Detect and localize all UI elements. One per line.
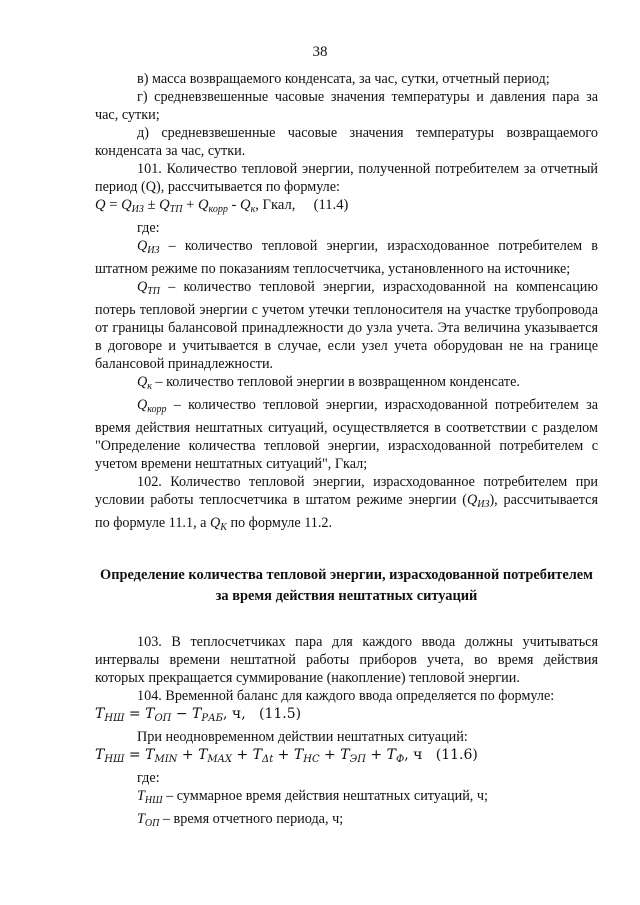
paragraph-104: 104. Временной баланс для каждого ввода определяется по формуле: bbox=[137, 688, 555, 704]
def-q-korr: $Q_{корр}$ – количество тепловой энергии, израсходованной потребителем за время действия нештатных ситуаций, осуществляется в соответствии с разделом "Определение количества тепловой энергии, израсходованной потребителем с учетом времени нештатных ситуаций", Гкал; bbox=[95, 397, 598, 472]
list-item-v: в) масса возвращаемого конденсата, за час, сутки, отчетный период; bbox=[137, 71, 550, 87]
list-item-d: д) средневзвешенные часовые значения температуры возвращаемого конденсата за час, сутки. bbox=[95, 125, 598, 159]
formula-number: (11.4) bbox=[313, 197, 349, 213]
formula-11-6: $T_{НШ} = T_{MIN} + T_{MAX} + T_{\Delta t} + T_{НС} + T_{ЭП} + T_Ф$, ч (11.6) bbox=[95, 747, 478, 765]
def-q-iz: $Q_{ИЗ}$ – количество тепловой энергии, израсходованное потребителем в штатном режиме по показаниям теплосчетчика, установленного на источнике; bbox=[95, 238, 598, 277]
paragraph-nonsimultaneous: При неодновременном действии нештатных ситуаций: bbox=[137, 729, 468, 745]
def-q-k: $Q_к$ – количество тепловой энергии в возвращенном конденсате. bbox=[137, 374, 520, 392]
formula-11-4: $Q = Q_{ИЗ} \pm Q_{ТП} + Q_{корр} - Q_к$, Гкал, (11.4) bbox=[95, 197, 349, 215]
where-label: где: bbox=[137, 220, 160, 236]
paragraph-102: 102. Количество тепловой энергии, израсходованное потребителем при условии работы теплосчетчика в штатом режиме энергии $(Q_{ИЗ})$, рассчитывается по формуле 11.1, а $Q_К$ по формуле 11.2. bbox=[95, 474, 598, 533]
def-t-nsh: $T_{НШ}$ – суммарное время действия нештатных ситуаций, ч; bbox=[137, 788, 488, 806]
page-content bbox=[95, 70, 598, 833]
formula-number: (11.6) bbox=[435, 747, 478, 763]
formula-number: (11.5) bbox=[259, 706, 302, 722]
paragraph-101: 101. Количество тепловой энергии, полученной потребителем за отчетный период (Q), рассчитывается по формуле: bbox=[95, 161, 598, 195]
paragraph-103: 103. В теплосчетчиках пара для каждого ввода должны учитываться интервалы времени нештатной работы приборов учета, во время действия которых прекращается суммирование (накопление) тепловой энергии. bbox=[95, 634, 598, 686]
def-q-tp: $Q_{ТП}$ – количество тепловой энергии, израсходованной на компенсацию потерь тепловой энергии с учетом утечки теплоносителя на участке трубопровода от границы балансовой принадлежности до узла учета. Эта величина указывается в договоре и учитывается в случае, если узел учета оборудован не на границе балансовой принадлежности. bbox=[95, 279, 598, 372]
where-label-2: где: bbox=[137, 770, 160, 786]
formula-11-5: $T_{НШ} = T_{ОП} - T_{РАБ}$, ч, (11.5) bbox=[95, 706, 302, 724]
page-number: 38 bbox=[312, 44, 328, 60]
list-item-g: г) средневзвешенные часовые значения температуры и давления пара за час, сутки; bbox=[95, 89, 598, 123]
def-t-op: $T_{ОП}$ – время отчетного периода, ч; bbox=[137, 811, 344, 829]
section-heading: Определение количества тепловой энергии, израсходованной потребителем за время действия нештатных ситуаций bbox=[100, 567, 593, 604]
